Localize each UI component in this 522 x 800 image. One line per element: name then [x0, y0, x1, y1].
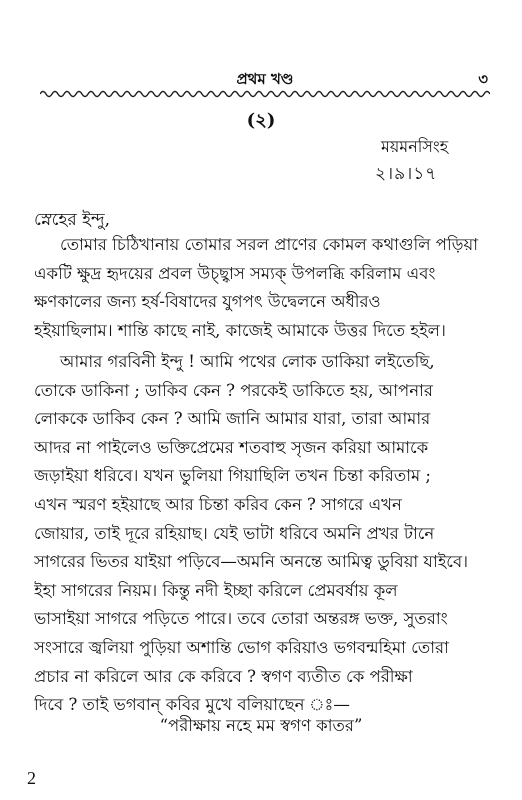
text-line: জড়াইয়া ধরিবে। যখন ভুলিয়া গিয়াছিলি তখন চিন্তা করিতাম ;	[34, 466, 431, 486]
text-line: সাগরের ভিতর যাইয়া পড়িবে—অমনি অনন্তে আমিত্ব ডুবিয়া যাইবে।	[34, 552, 469, 572]
quoted-verse: “পরীক্ষায় নহে মম স্বগণ কাতর”	[159, 716, 363, 735]
text-line: একটি ক্ষুদ্র হৃদয়ের প্রবল উচ্ছ্বাস সম্যক্ উপলব্ধি করিলাম এবং	[34, 263, 436, 283]
wavy-divider	[40, 88, 490, 100]
text-line: তোমার চিঠিখানায় তোমার সরল প্রাণের কোমল কথাগুলি পড়িয়া	[60, 235, 479, 254]
chapter-title: প্রথম খণ্ড	[236, 70, 294, 88]
letter-place: ময়মনসিংহ	[381, 137, 449, 156]
text-line: এখন স্মরণ হইয়াছে আর চিন্তা করিব কেন ? সাগরে এখন	[34, 494, 402, 514]
salutation: স্নেহের ইন্দু,	[34, 210, 111, 230]
text-line: আদর না পাইলেও ভক্তিপ্রেমের শতবাহু সৃজন করিয়া আমাকে	[34, 437, 429, 457]
text-line: ইহা সাগরের নিয়ম। কিন্তু নদী ইচ্ছা করিলে প্রেমবর্ষায় কূল	[34, 580, 398, 600]
text-line: জোয়ার, তাই দূরে রহিয়াছ। যেই ভাটা ধরিবে অমনি প্রখর টানে	[34, 523, 435, 543]
footer-page-number: 2	[27, 768, 36, 788]
header-page-number: ৩	[478, 70, 488, 88]
text-line: ক্ষণকালের জন্য হর্ষ-বিষাদের যুগপৎ উদ্বেলনে অধীরও	[34, 292, 381, 312]
text-line: আমার গরবিনী ইন্দু ! আমি পথের লোক ডাকিয়া লইতেছি,	[60, 352, 435, 371]
text-line: দিবে ? তাই ভগবান্ কবির মুখে বলিয়াছেন ঃ—	[34, 695, 350, 715]
text-line: প্রচার না করিলে আর কে করিবে ? স্বগণ ব্যতীত কে পরীক্ষা	[34, 666, 413, 686]
text-line: তোকে ডাকিনা ; ডাকিব কেন ? পরকেই ডাকিতে হয়, আপনার	[34, 380, 433, 400]
letter-date: ২।৯।১৭	[375, 164, 438, 184]
text-line: সংসারে জ্বলিয়া পুড়িয়া অশান্তি ভোগ করিয়াও ভগবন্মহিমা তোরা	[34, 637, 449, 657]
text-line: লোককে ডাকিব কেন ? আমি জানি আমার যারা, তারা আমার	[34, 409, 431, 429]
text-line: ভাসাইয়া সাগরে পড়িতে পারে। তবে তোরা অন্তরঙ্গ ভক্ত, সুতরাং	[34, 609, 448, 629]
paragraph-1	[34, 231, 486, 345]
text-line: হইয়াছিলাম। শান্তি কাছে নাই, কাজেই আমাকে উত্তর দিতে হইল।	[34, 320, 446, 340]
paragraph-2	[34, 348, 486, 720]
running-header	[40, 68, 490, 90]
letter-number: (২)	[246, 110, 276, 131]
